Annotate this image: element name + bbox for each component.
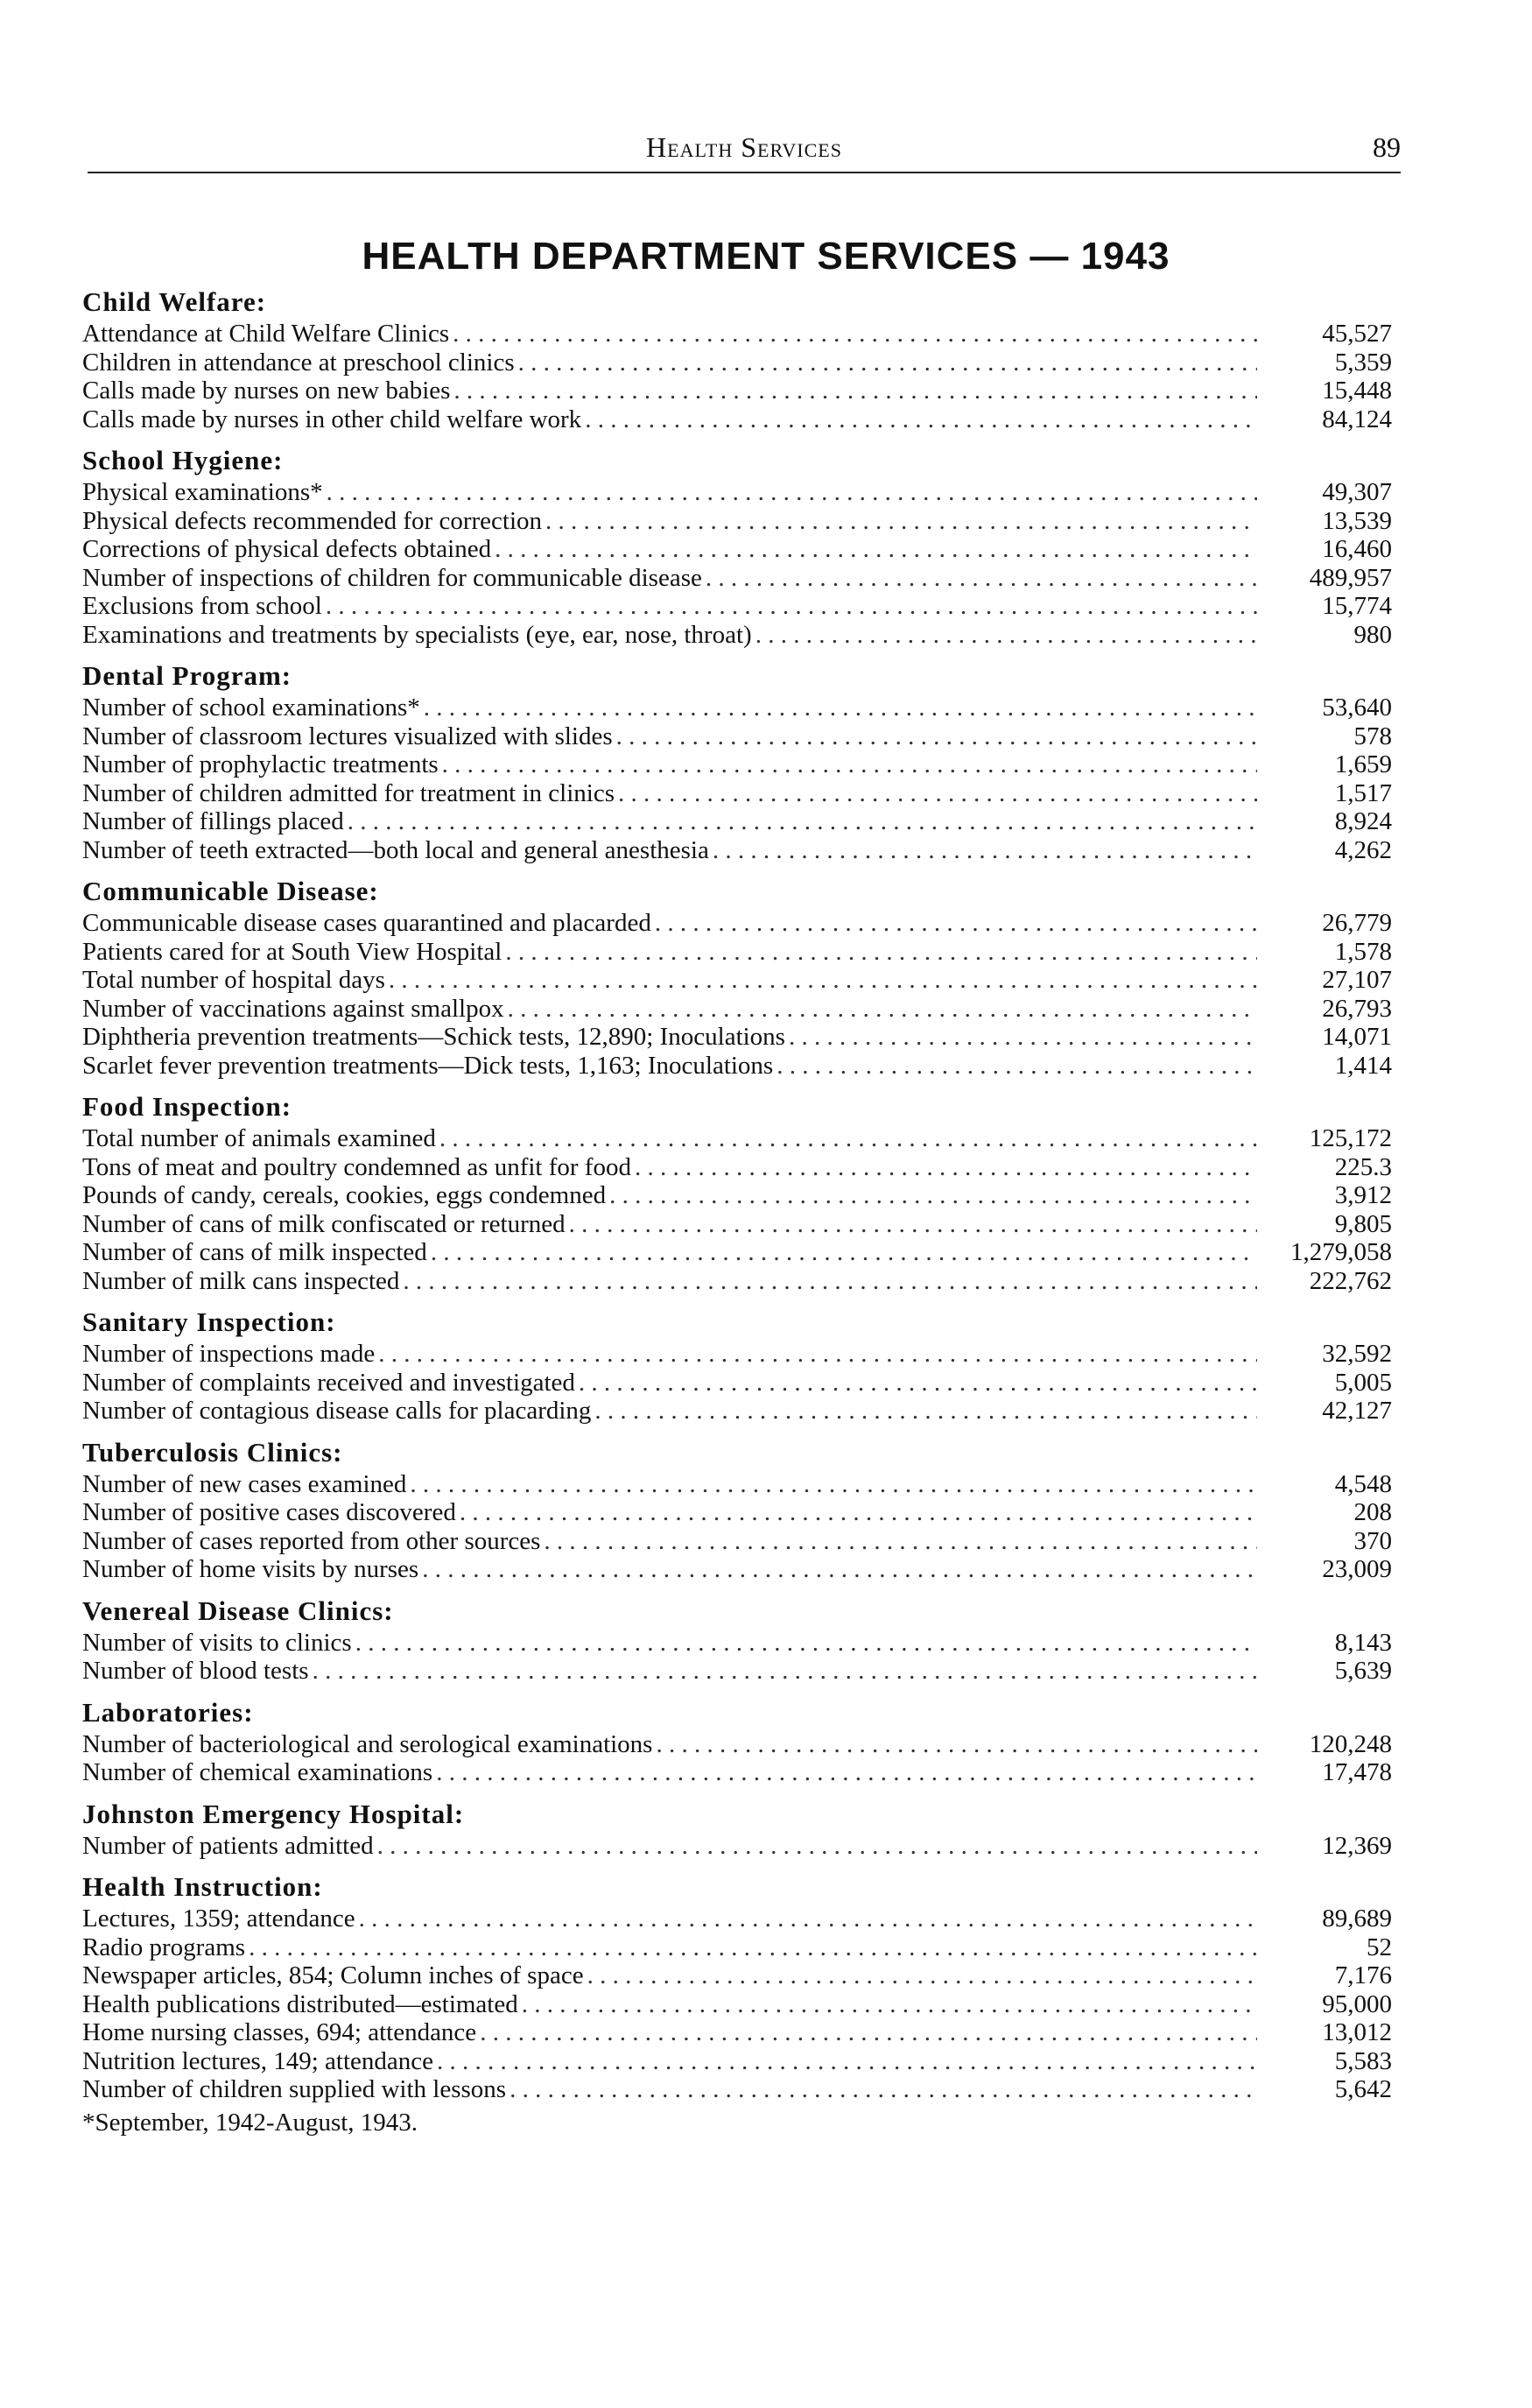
dot-leader [403, 1267, 1257, 1296]
table-row [82, 621, 1395, 650]
table-row [82, 1181, 1395, 1210]
row-value: 95,000 [1322, 1989, 1392, 2018]
dot-leader [594, 1397, 1257, 1426]
row-label: Physical defects recommended for correction [82, 506, 543, 535]
row-label: Number of visits to clinics [82, 1628, 352, 1657]
row-value: 89,689 [1322, 1905, 1392, 1933]
row-value: 45,527 [1322, 320, 1392, 348]
running-header [88, 131, 1401, 173]
table-row [82, 405, 1395, 434]
row-label: Number of inspections of children for communicable disease [82, 563, 702, 592]
row-value: 26,793 [1322, 994, 1392, 1023]
dot-leader [635, 1153, 1257, 1182]
row-label: Number of chemical examinations [82, 1758, 433, 1786]
dot-leader [439, 1124, 1257, 1153]
row-label: Number of contagious disease calls for placarding [82, 1397, 592, 1425]
row-value: 52 [1367, 1933, 1392, 1961]
dot-leader [359, 1905, 1257, 1933]
row-label: Number of patients admitted [82, 1831, 374, 1860]
row-value: 8,924 [1334, 807, 1392, 835]
table-row [82, 909, 1395, 938]
row-value: 4,548 [1334, 1469, 1392, 1498]
dot-leader [436, 1758, 1257, 1787]
dot-leader [377, 1832, 1257, 1861]
row-value: 15,774 [1322, 592, 1392, 620]
table-row [82, 320, 1395, 349]
row-value: 5,005 [1334, 1368, 1392, 1397]
table-row [82, 1629, 1395, 1658]
table-row [82, 1470, 1395, 1499]
row-label: Calls made by nurses on new babies [82, 377, 451, 405]
row-value: 4,262 [1334, 835, 1392, 864]
row-label: Diphtheria prevention treatments—Schick tests, 12,890; Inoculations [82, 1023, 785, 1051]
table-row [82, 377, 1395, 405]
table-row [82, 1267, 1395, 1296]
row-value: 3,912 [1334, 1181, 1392, 1209]
dot-leader [495, 535, 1257, 564]
dot-leader [410, 1470, 1257, 1499]
section-heading: Health Instruction: [82, 1871, 323, 1902]
row-label: Attendance at Child Welfare Clinics [82, 320, 450, 348]
dot-leader [585, 405, 1257, 434]
dot-leader [618, 779, 1257, 808]
row-label: Radio programs [82, 1933, 246, 1961]
table-row [82, 2018, 1395, 2047]
table-row [82, 779, 1395, 808]
row-value: 7,176 [1334, 1961, 1392, 1989]
row-label: Newspaper articles, 854; Column inches of space [82, 1961, 584, 1989]
dot-leader [706, 564, 1257, 593]
row-value: 27,107 [1322, 966, 1392, 994]
row-label: Number of milk cans inspected [82, 1266, 400, 1295]
table-row [82, 995, 1395, 1024]
table-row [82, 1023, 1395, 1052]
table-row [82, 349, 1395, 377]
row-value: 222,762 [1309, 1266, 1392, 1295]
row-label: Number of cases reported from other sources [82, 1526, 541, 1555]
dot-leader [544, 1527, 1257, 1556]
dot-leader [505, 938, 1257, 967]
row-label: Number of cans of milk confiscated or returned [82, 1209, 566, 1238]
table-row [82, 938, 1395, 967]
section-heading: Dental Program: [82, 660, 292, 691]
dot-leader [545, 507, 1257, 536]
row-value: 5,583 [1334, 2046, 1392, 2075]
running-title: Health Services [646, 131, 842, 163]
row-value: 980 [1353, 620, 1392, 649]
row-value: 208 [1353, 1498, 1392, 1526]
row-value: 84,124 [1322, 405, 1392, 433]
dot-leader [509, 2075, 1257, 2104]
table-row [82, 1990, 1395, 2019]
row-value: 53,640 [1322, 694, 1392, 722]
section-heading: Laboratories: [82, 1696, 254, 1728]
section-heading: Food Inspection: [82, 1091, 292, 1122]
section-heading: Tuberculosis Clinics: [82, 1436, 343, 1468]
dot-leader [656, 1730, 1257, 1759]
row-value: 5,639 [1334, 1657, 1392, 1685]
table-row [82, 1657, 1395, 1686]
row-label: Communicable disease cases quarantined and placarded [82, 909, 651, 937]
table-row [82, 807, 1395, 836]
table-row [82, 1933, 1395, 1962]
table-row [82, 1210, 1395, 1239]
row-label: Total number of hospital days [82, 966, 385, 994]
row-label: Number of school examinations* [82, 694, 420, 722]
table-row [82, 722, 1395, 751]
row-label: Physical examinations* [82, 478, 323, 506]
row-value: 5,359 [1334, 348, 1392, 377]
table-row [82, 2047, 1395, 2076]
row-value: 8,143 [1334, 1628, 1392, 1657]
footnote: *September, 1942-August, 1943. [82, 2108, 418, 2137]
section-heading: Communicable Disease: [82, 876, 379, 906]
table-row [82, 478, 1395, 507]
row-label: Number of vaccinations against smallpox [82, 994, 504, 1023]
table-row [82, 1961, 1395, 1990]
dot-leader [422, 1555, 1257, 1584]
dot-leader [378, 1340, 1257, 1369]
page-title: HEALTH DEPARTMENT SERVICES — 1943 [362, 235, 1170, 278]
row-label: Number of inspections made [82, 1340, 376, 1368]
table-row [82, 507, 1395, 536]
row-label: Patients cared for at South View Hospital [82, 937, 502, 966]
row-label: Number of positive cases discovered [82, 1498, 456, 1526]
row-value: 1,414 [1334, 1051, 1392, 1080]
row-value: 1,578 [1334, 937, 1392, 966]
table-row [82, 1905, 1395, 1933]
section-heading: Child Welfare: [82, 286, 267, 317]
dot-leader [389, 966, 1257, 995]
dot-leader [348, 807, 1257, 836]
dot-leader [355, 1629, 1257, 1658]
row-label: Number of cans of milk inspected [82, 1238, 427, 1266]
row-label: Health publications distributed—estimated [82, 1989, 518, 2018]
table-row [82, 1527, 1395, 1556]
row-value: 578 [1353, 722, 1392, 750]
row-value: 120,248 [1309, 1729, 1392, 1758]
dot-leader [609, 1181, 1257, 1210]
dot-leader [326, 592, 1257, 621]
row-label: Number of home visits by nurses [82, 1555, 419, 1583]
row-value: 1,659 [1334, 750, 1392, 778]
table-row [82, 1052, 1395, 1081]
row-label: Number of children admitted for treatment in clinics [82, 778, 615, 807]
dot-leader [313, 1657, 1257, 1686]
row-label: Number of prophylactic treatments [82, 750, 439, 778]
row-value: 12,369 [1322, 1831, 1392, 1860]
row-label: Number of fillings placed [82, 807, 344, 835]
dot-leader [424, 694, 1257, 722]
dot-leader [713, 836, 1257, 865]
dot-leader [431, 1238, 1257, 1267]
row-value: 16,460 [1322, 535, 1392, 563]
table-row [82, 1369, 1395, 1398]
row-value: 17,478 [1322, 1758, 1392, 1786]
table-row [82, 1498, 1395, 1527]
row-value: 9,805 [1334, 1209, 1392, 1238]
section-heading: School Hygiene: [82, 445, 284, 475]
dot-leader [777, 1052, 1257, 1081]
row-label: Calls made by nurses in other child welfare work [82, 405, 582, 433]
dot-leader [453, 377, 1257, 405]
row-label: Home nursing classes, 694; attendance [82, 2018, 477, 2046]
table-row [82, 1340, 1395, 1369]
row-value: 32,592 [1322, 1340, 1392, 1368]
dot-leader [579, 1369, 1257, 1398]
statistics-list [82, 285, 1395, 2137]
dot-leader [508, 995, 1257, 1024]
dot-leader [522, 1990, 1257, 2019]
table-row [82, 1555, 1395, 1584]
row-label: Children in attendance at preschool clinics [82, 348, 515, 377]
row-value: 1,279,058 [1290, 1238, 1392, 1266]
row-value: 13,539 [1322, 506, 1392, 535]
dot-leader [789, 1023, 1257, 1052]
row-label: Number of bacteriological and serological examinations [82, 1729, 653, 1758]
table-row [82, 535, 1395, 564]
row-value: 225.3 [1334, 1152, 1392, 1181]
table-row [82, 1153, 1395, 1182]
row-label: Number of classroom lectures visualized with slides [82, 722, 613, 750]
table-row [82, 1238, 1395, 1267]
table-row [82, 694, 1395, 722]
row-label: Number of new cases examined [82, 1469, 407, 1498]
row-value: 42,127 [1322, 1397, 1392, 1425]
dot-leader [518, 349, 1257, 377]
row-label: Lectures, 1359; attendance [82, 1905, 355, 1933]
dot-leader [480, 2018, 1257, 2047]
row-value: 14,071 [1322, 1023, 1392, 1051]
table-row [82, 836, 1395, 865]
row-value: 125,172 [1309, 1124, 1392, 1152]
row-label: Total number of animals examined [82, 1124, 436, 1152]
table-row [82, 1730, 1395, 1759]
row-label: Corrections of physical defects obtained [82, 535, 492, 563]
section-heading: Johnston Emergency Hospital: [82, 1798, 465, 1829]
dot-leader [655, 909, 1257, 938]
dot-leader [587, 1961, 1257, 1990]
row-value: 1,517 [1334, 778, 1392, 807]
table-row [82, 1758, 1395, 1787]
row-label: Pounds of candy, cereals, cookies, eggs condemned [82, 1181, 607, 1209]
row-label: Exclusions from school [82, 592, 322, 620]
table-row [82, 592, 1395, 621]
dot-leader [453, 320, 1257, 349]
dot-leader [437, 2047, 1257, 2076]
page-number: 89 [1373, 131, 1401, 163]
row-label: Number of complaints received and investigated [82, 1368, 575, 1397]
dot-leader [460, 1498, 1257, 1527]
row-label: Number of teeth extracted—both local and general anesthesia [82, 835, 709, 864]
table-row [82, 1397, 1395, 1426]
row-value: 15,448 [1322, 377, 1392, 405]
section-heading: Venereal Disease Clinics: [82, 1595, 394, 1626]
dot-leader [442, 750, 1257, 779]
row-value: 23,009 [1322, 1555, 1392, 1583]
table-row [82, 966, 1395, 995]
row-value: 13,012 [1322, 2018, 1392, 2046]
table-row [82, 1832, 1395, 1861]
row-value: 26,779 [1322, 909, 1392, 937]
row-value: 5,642 [1334, 2075, 1392, 2103]
row-label: Examinations and treatments by specialists (eye, ear, nose, throat) [82, 620, 752, 649]
dot-leader [616, 722, 1257, 751]
table-row [82, 2075, 1395, 2104]
row-value: 49,307 [1322, 478, 1392, 506]
table-row [82, 564, 1395, 593]
row-label: Scarlet fever prevention treatments—Dick tests, 1,163; Inoculations [82, 1051, 774, 1080]
row-value: 370 [1353, 1526, 1392, 1555]
row-label: Tons of meat and poultry condemned as unfit for food [82, 1152, 631, 1181]
dot-leader [569, 1210, 1257, 1239]
dot-leader [755, 621, 1257, 650]
row-label: Number of blood tests [82, 1657, 309, 1685]
dot-leader [249, 1933, 1257, 1962]
row-label: Nutrition lectures, 149; attendance [82, 2046, 434, 2075]
dot-leader [327, 478, 1257, 507]
table-row [82, 750, 1395, 779]
row-label: Number of children supplied with lessons [82, 2075, 507, 2103]
row-value: 489,957 [1309, 563, 1392, 592]
table-row [82, 1124, 1395, 1153]
section-heading: Sanitary Inspection: [82, 1306, 336, 1337]
